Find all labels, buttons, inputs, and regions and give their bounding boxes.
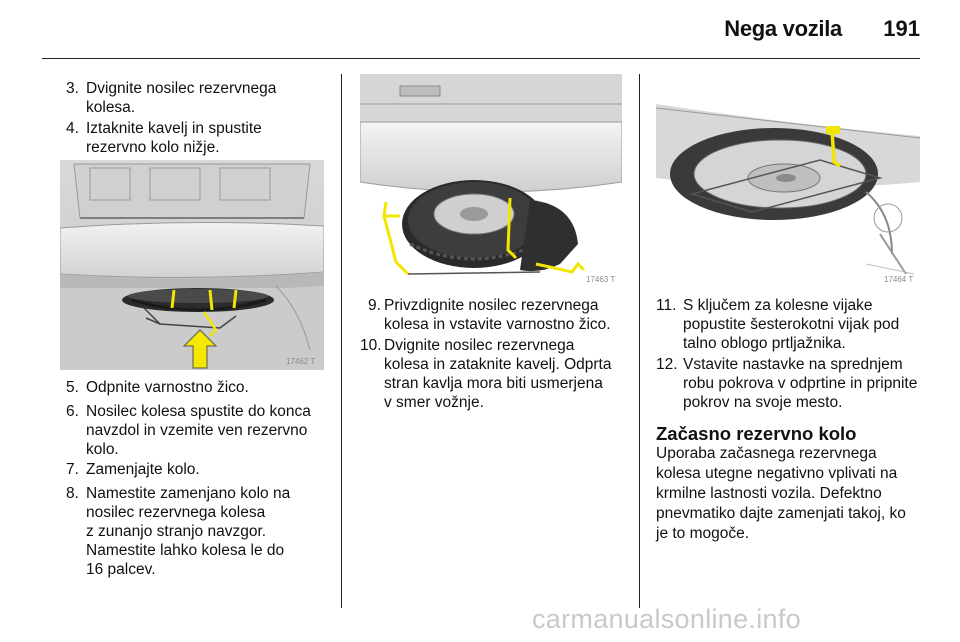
section-title: Nega vozila (724, 16, 842, 41)
step-text: S ključem za kolesne vijake popustite šesterokotni vijak pod talno oblogo prtljažnika. (683, 297, 900, 352)
step-number: 8. (66, 485, 79, 502)
step-number: 4. (66, 120, 79, 137)
step-number: 12. (656, 356, 678, 373)
step-text: Nosilec kolesa spustite do konca navzdol in vzemite ven rezervno kolo. (86, 403, 311, 458)
figure-code: 17463 T (586, 275, 616, 284)
page-header (0, 0, 960, 62)
section-paragraph: Uporaba začasnega rezervnega kolesa utegne negativno vplivati na krmilne lastnosti vozila. Defektno pnevmatiko dajte zamenjati takoj, ko je to mogoče. (656, 445, 906, 542)
step-number: 10. (360, 337, 382, 354)
step-number: 11. (656, 297, 677, 314)
column-divider-2 (639, 74, 640, 608)
step-text: Iztaknite kavelj in spustite rezervno kolo nižje. (86, 120, 262, 156)
step-text: Odpnite varnostno žico. (86, 379, 249, 396)
step-number: 9. (368, 297, 381, 314)
figure-spare-wheel-hook (360, 74, 622, 288)
step-text: Vstavite nastavke na sprednjem robu pokrova v odprtine in pripnite pokrov na svoje mesto. (683, 356, 918, 411)
page-number: 191 (883, 16, 920, 41)
figure-code: 17462 T (286, 357, 316, 366)
step-number: 7. (66, 461, 79, 478)
step-text: Dvignite nosilec rezervnega kolesa in zataknite kavelj. Odprta stran kavlja mora biti usmerjena v smer vožnje. (384, 337, 612, 411)
figure-spare-wheel-underside (656, 74, 920, 288)
header-divider (42, 58, 920, 59)
step-text: Zamenjajte kolo. (86, 461, 200, 478)
figure-spare-wheel-rear (60, 160, 324, 370)
step-text: Privzdignite nosilec rezervnega kolesa in vstavite varnostno žico. (384, 297, 611, 333)
section-heading: Začasno rezervno kolo (656, 423, 857, 444)
figure-code: 17464 T (884, 275, 914, 284)
step-text: Namestite zamenjano kolo na nosilec rezervnega kolesa z zunanjo stranjo navzgor. Namestite lahko kolesa le do 16 palcev. (86, 485, 291, 578)
step-number: 6. (66, 403, 79, 420)
step-number: 3. (66, 80, 79, 97)
step-text: Dvignite nosilec rezervnega kolesa. (86, 80, 277, 116)
column-divider-1 (341, 74, 342, 608)
watermark: carmanualsonline.info (532, 604, 801, 634)
step-number: 5. (66, 379, 79, 396)
